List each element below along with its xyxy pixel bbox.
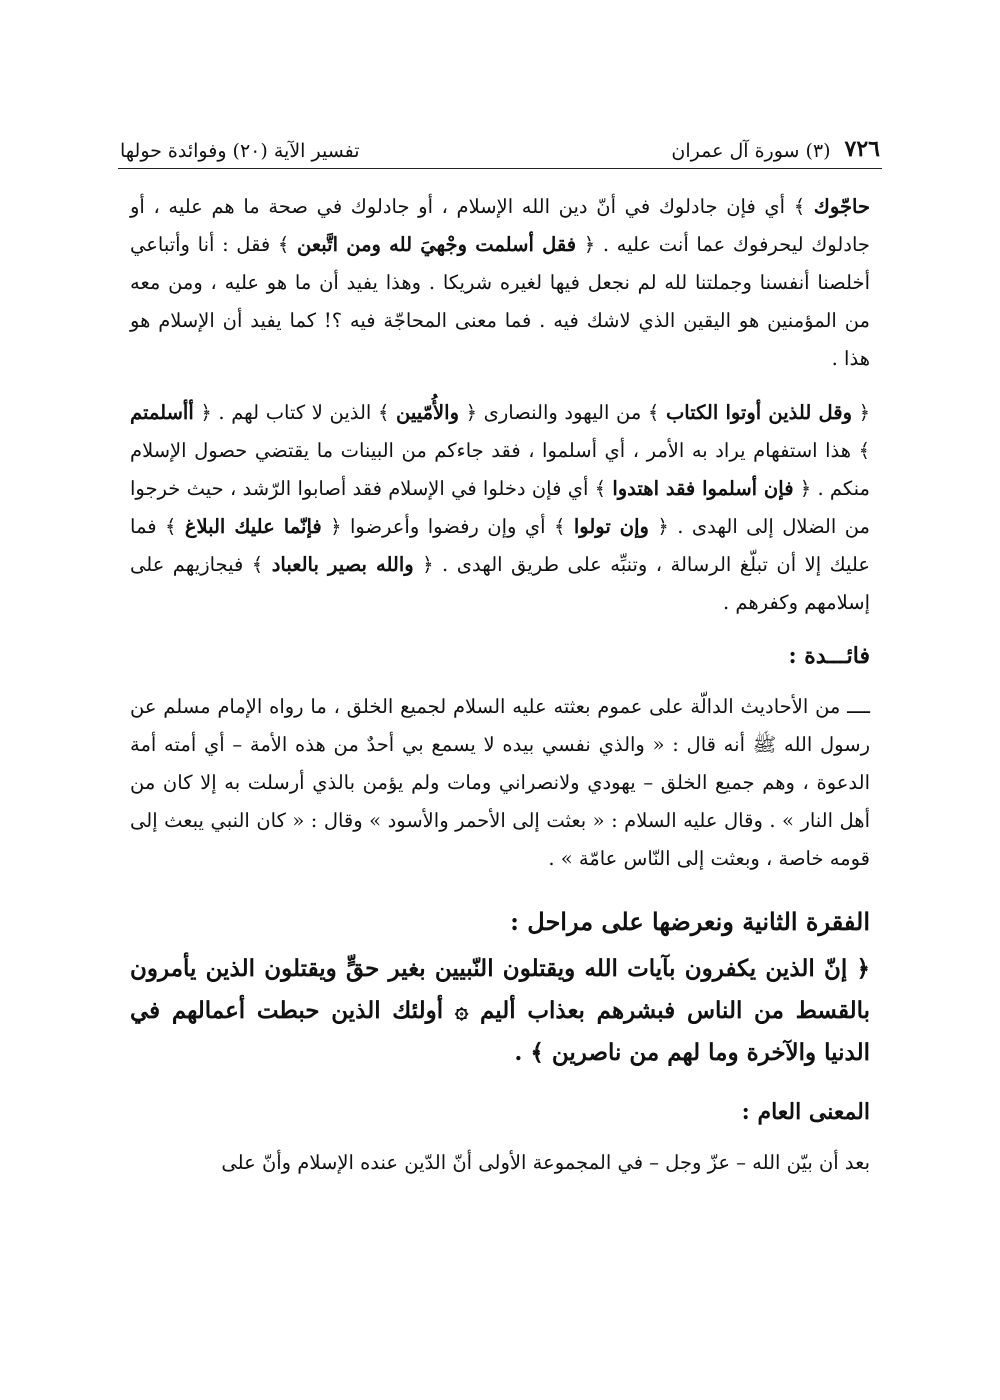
header-right-group (671, 136, 880, 162)
page-number: ٧٢٦ (844, 136, 880, 162)
general-meaning-paragraph: بعد أن بيّن الله – عزّ وجل – في المجموعة الأولى أنّ الدّين عنده الإسلام وأنّ على (221, 1151, 870, 1174)
commentary-text: ﴾ من اليهود والنصارى ﴿ (459, 401, 666, 424)
commentary-text: ﴾ أي فإن دخلوا في الإسلام فقد أصابوا الرّشد ، حيث خرجوا من الضلال إلى الهدى . ﴿ (130, 477, 871, 538)
bracket-text: ﴿ (851, 401, 871, 424)
general-meaning-heading: المعنى العام : (741, 1099, 870, 1125)
commentary-text: ﴾ فما عليك إلا أن تبلّغ الرسالة ، وتنبِّه على طريق الهدى . ﴿ (130, 515, 870, 576)
quran-phrase: والأُمّيين (395, 401, 459, 424)
quran-verse-block: ﴿ إنّ الذين يكفرون بآيات الله ويقتلون النّبيين بغير حقٍّ ويقتلون الذين يأمرون بالقسط من الناس فبشرهم بعذاب أليم ۞ أولئك الذين حبطت أعمالهم في الدنيا والآخرة وما لهم من ناصرين ﴾ . (130, 955, 870, 1066)
quran-phrase: حاجّوك (813, 195, 870, 218)
quran-phrase: فإن أسلموا فقد اهتدوا (612, 477, 794, 500)
fawaid-heading: فائـــدة : (788, 643, 870, 669)
section-2-heading: الفقرة الثانية ونعرضها على مراحل : (510, 907, 870, 936)
fawaid-paragraph: ــــ من الأحاديث الدالّة على عموم بعثته عليه السلام لجميع الخلق ، ما رواه الإمام مسلم عن رسول الله ﷺ أنه قال : « والذي نفسي بيده لا يسمع بي أحدٌ من هذه الأمة – أي أمته أمة الدعوة ، وهم جميع الخلق – يهودي ولانصراني ومات ولم يؤمن بالذي أرسلت به إلا كان من أهل النار » . وقال عليه السلام : « بعثت إلى الأحمر والأسود » وقال : « كان النبي يبعث إلى قومه خاصة ، وبعثت إلى النّاس عامّة » . (130, 695, 870, 870)
header-divider (118, 168, 882, 169)
commentary-text: ﴾ فيجازيهم على إسلامهم وكفرهم . (130, 553, 870, 614)
commentary-text: ﴾ أي وإن رفضوا وأعرضوا ﴿ (321, 515, 574, 538)
paragraph-2 (130, 394, 870, 622)
quran-phrase: فإنّما عليك البلاغ (184, 515, 322, 538)
running-header (120, 128, 880, 162)
quran-phrase: فقل أسلمت وجْهيَ لله ومن اتَّبعن (297, 233, 577, 256)
surah-title: (٣) سورة آل عمران (671, 140, 831, 162)
commentary-text: ﴾ فقل : أنا وأتباعي أخلصنا أنفسنا وجملتنا لله لم نجعل فيها لغيره شريكا . وهذا يفيد أن ما هو عليه ، ومن معه من المؤمنين هو اليقين الذي لاشك فيه . فما معنى المحاجّة فيه ؟! كما يفيد أن الإسلام هو هذا . (130, 233, 870, 370)
body-text (130, 188, 870, 1198)
commentary-text: ﴾ أي فإن جادلوك في أنّ دين الله الإسلام ، أو جادلوك في صحة ما هم عليه ، أو جادلوك ليحرفوك عما أنت عليه . ﴿ (130, 195, 870, 256)
quran-phrase: وإن تولوا (573, 515, 649, 538)
paragraph-1 (130, 188, 870, 378)
quran-phrase: أأسلمتم (130, 401, 194, 424)
commentary-text: ﴾ الذين لا كتاب لهم . ﴿ (193, 401, 396, 424)
quran-phrase: وقل للذين أوتوا الكتاب (665, 401, 852, 424)
section-title: تفسير الآية (٢٠) وفوائدة حولها (120, 140, 360, 162)
commentary-text: ﴾ هذا استفهام يراد به الأمر ، أي أسلموا ، فقد جاءكم من البينات ما يقتضي حصول الإسلام منكم . ﴿ (130, 439, 870, 500)
quran-phrase: والله بصير بالعباد (271, 553, 414, 576)
